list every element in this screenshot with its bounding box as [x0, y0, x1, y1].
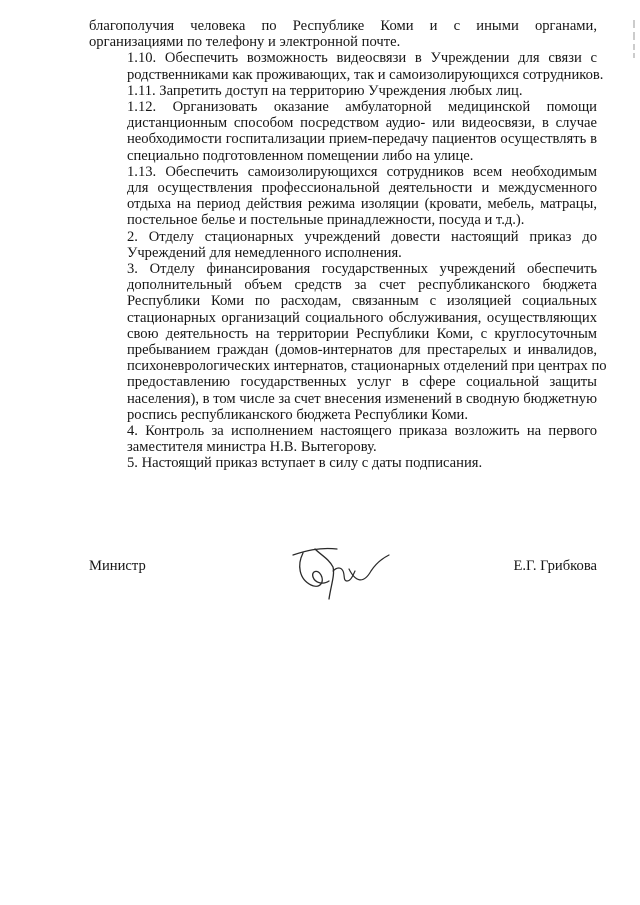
text-line: 3. Отделу финансирования государственных учреждений обеспечить [127, 261, 597, 278]
paragraph [89, 83, 597, 99]
text-line: Республики Коми по расходам, связанным с изоляцией социальных [127, 293, 597, 310]
text-line: предоставлению государственных услуг в сфере социальной защиты [127, 374, 597, 391]
text-line: дополнительный объем средств за счет республиканского бюджета [127, 277, 597, 294]
text-line: стационарных организаций социального обслуживания, осуществляющих [127, 309, 597, 326]
signature-block [89, 551, 597, 611]
text-line: населения), в том числе за счет внесения изменений в сводную бюджетную [127, 390, 597, 407]
text-line: роспись республиканского бюджета Республики Коми. [127, 406, 469, 423]
paragraph [89, 50, 604, 83]
text-line: 1.13. Обеспечить самоизолирующихся сотрудников всем необходимым [127, 163, 597, 180]
paragraph [89, 261, 607, 423]
paragraph [89, 99, 597, 164]
text-line: дистанционным способом посредством аудио- или видеосвязи, в случае [127, 115, 597, 132]
text-line: пребыванием граждан (домов-интернатов для престарелых и инвалидов, [127, 342, 597, 359]
paragraph [89, 423, 597, 455]
text-line: 1.10. Обеспечить возможность видеосвязи в Учреждении для связи с [127, 50, 597, 67]
text-line: специально подготовленном помещении либо на улице. [127, 147, 474, 164]
text-line: 4. Контроль за исполнением настоящего приказа возложить на первого [127, 423, 597, 440]
signatory-name: Е.Г. Грибкова [513, 558, 597, 574]
scan-edge-mark [631, 20, 637, 58]
text-line: родственниками как проживающих, так и самоизолирующихся сотрудников. [127, 66, 604, 83]
text-line: 1.11. Запретить доступ на территорию Учреждения любых лиц. [127, 82, 523, 99]
text-line: 5. Настоящий приказ вступает в силу с даты подписания. [127, 455, 483, 472]
paragraph [89, 229, 597, 261]
text-line: постельное белье и постельные принадлежности, посуда и т.д.). [127, 212, 525, 229]
paragraph [89, 455, 597, 471]
text-line: психоневрологических интернатов, стационарных отделений при центрах по [127, 358, 607, 375]
text-line: организациями по телефону и электронной почте. [89, 34, 401, 51]
text-line: заместителя министра Н.В. Вытегорову. [127, 439, 377, 456]
text-line: 2. Отделу стационарных учреждений довести настоящий приказ до [127, 228, 597, 245]
handwritten-signature [285, 541, 395, 611]
text-line: для осуществления профессиональной деятельности и междусменного [127, 180, 597, 197]
text-line: 1.12. Организовать оказание амбулаторной медицинской помощи [127, 99, 597, 116]
text-line: необходимости госпитализации прием-передачу пациентов осуществлять в [127, 131, 597, 148]
document-body [89, 18, 607, 472]
text-line: свою деятельность на территории Республики Коми, с круглосуточным [127, 325, 597, 342]
signatory-title: Министр [89, 558, 146, 574]
text-line: отдыха на период действия режима изоляции (кровати, мебель, матрацы, [127, 196, 597, 213]
text-line: Учреждений для немедленного исполнения. [127, 244, 402, 261]
text-line: благополучия человека по Республике Коми и с иными органами, [89, 18, 597, 34]
paragraph [89, 18, 597, 50]
paragraph [89, 164, 597, 229]
